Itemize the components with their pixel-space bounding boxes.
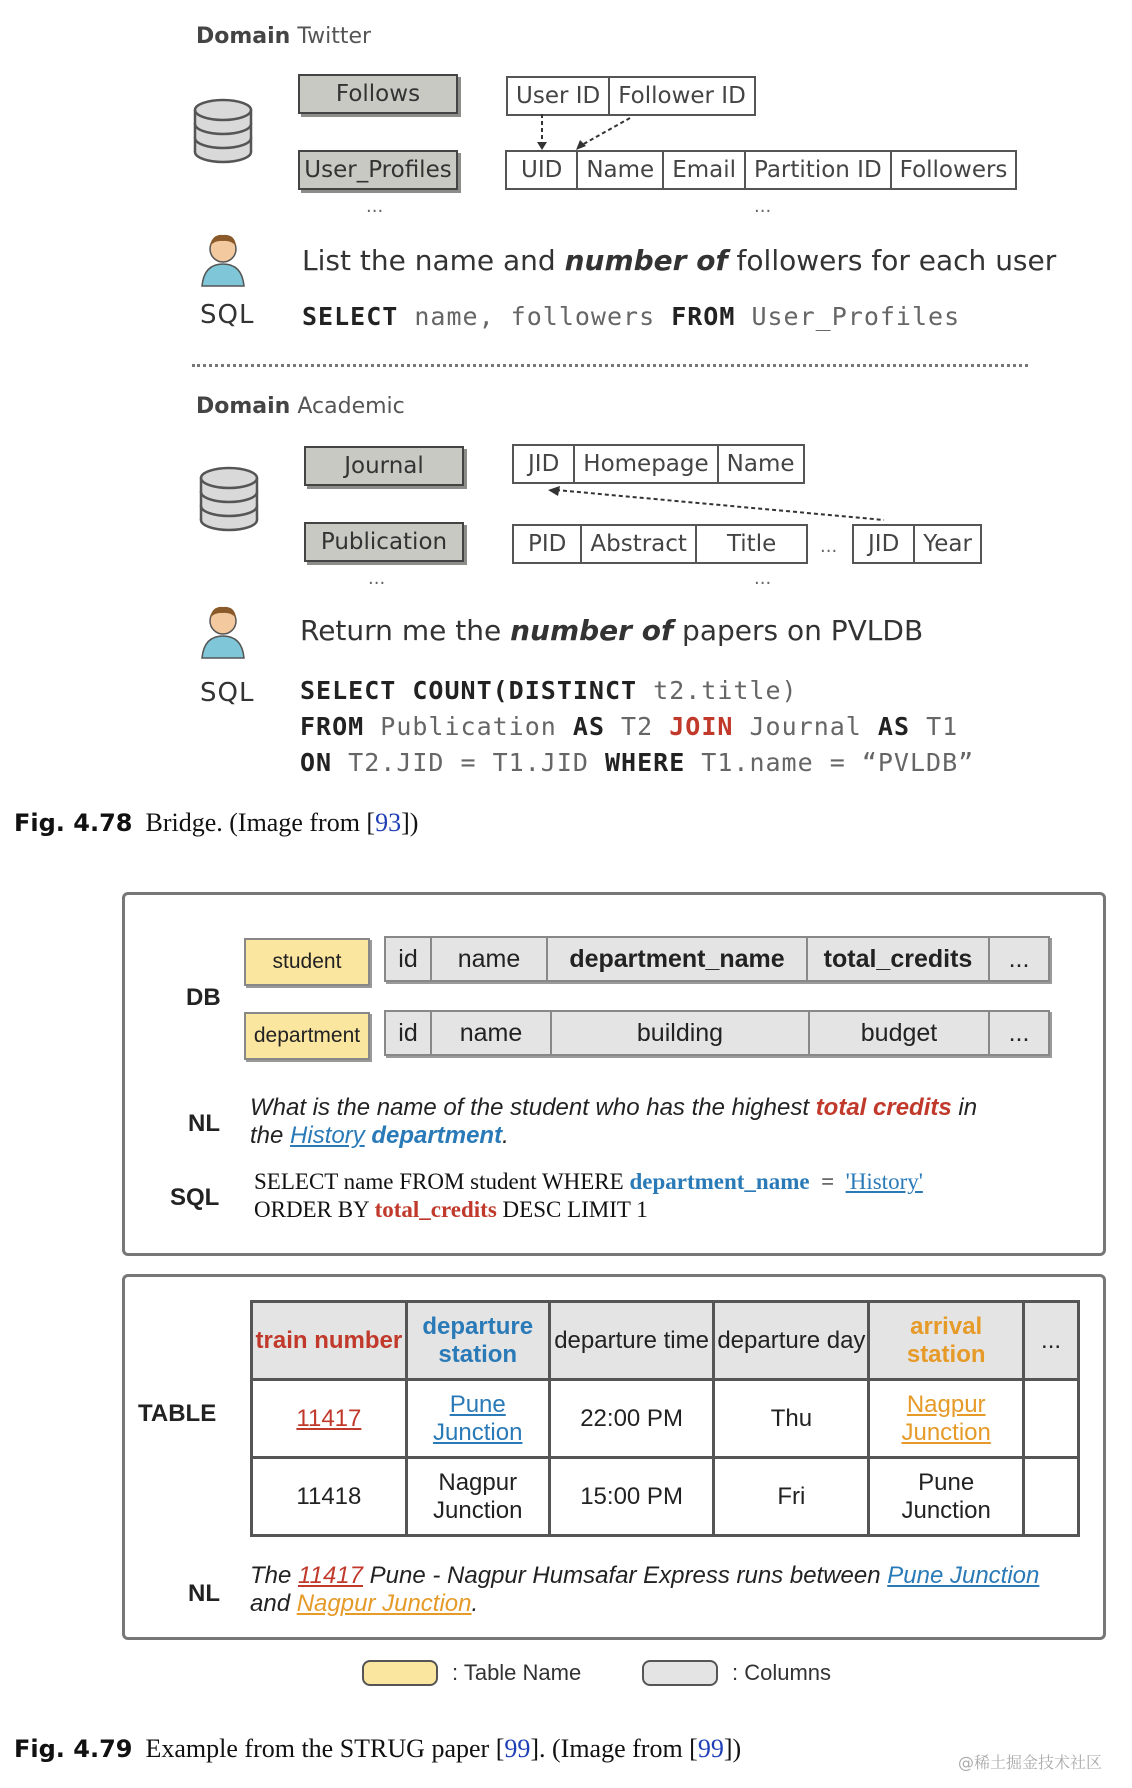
more-columns-dots: ...	[754, 568, 772, 589]
journal-columns	[512, 444, 805, 484]
figure-4-78-caption: Fig. 4.78 Bridge. (Image from [93])	[14, 808, 419, 837]
cell-train-number: 11417	[252, 1380, 407, 1458]
table-name-student: student	[244, 938, 370, 986]
cell-more	[1024, 1458, 1079, 1536]
cell-departure-time: 22:00 PM	[549, 1380, 714, 1458]
table-follows: Follows	[298, 74, 458, 114]
department-columns	[384, 1010, 1048, 1056]
user-avatar-icon	[198, 604, 248, 660]
database-icon	[196, 462, 262, 534]
cell-departure-day: Thu	[714, 1380, 869, 1458]
col-jid: JID	[514, 446, 575, 482]
nl-question: What is the name of the student who has the highest total credits in the History department.	[250, 1094, 978, 1149]
column-ellipsis: ...	[820, 536, 838, 557]
table-label: TABLE	[138, 1400, 217, 1427]
foreign-key-arrows	[530, 114, 640, 154]
cell-more	[1024, 1380, 1079, 1458]
follows-columns	[506, 76, 756, 116]
sql-query: SELECT name FROM student WHERE department_name = 'History' ORDER BY total_credits DESC LIMIT 1	[254, 1169, 923, 1222]
table-journal: Journal	[304, 446, 464, 486]
citation-link[interactable]: 99	[504, 1734, 531, 1763]
col-id: id	[384, 936, 432, 982]
publication-columns-extra	[852, 524, 982, 564]
nl-sentence: The 11417 Pune - Nagpur Humsafar Express runs between Pune Junction and Nagpur Junction.	[250, 1562, 1040, 1617]
table-user-profiles: User_Profiles	[298, 150, 458, 190]
col-user-id: User ID	[508, 78, 610, 114]
header-departure-time: departure time	[549, 1302, 714, 1380]
header-arrival-station: arrival station	[869, 1302, 1024, 1380]
col-follower-id: Follower ID	[618, 83, 746, 109]
user-avatar-icon	[198, 232, 248, 288]
col-more: ...	[988, 1010, 1050, 1056]
col-email: Email	[664, 152, 746, 188]
legend-columns: : Columns	[732, 1660, 832, 1685]
table-row	[252, 1458, 1079, 1536]
col-uid: UID	[507, 152, 578, 188]
sql-query-1: SELECT name, followers FROM User_Profiles	[302, 302, 961, 331]
cell-departure-station: Nagpur Junction	[406, 1458, 549, 1536]
header-more: ...	[1024, 1302, 1079, 1380]
col-partition-id: Partition ID	[746, 152, 892, 188]
sql-query-2-line2: FROM Publication AS T2 JOIN Journal AS T1	[300, 712, 959, 741]
citation-link[interactable]: 93	[375, 808, 402, 837]
figure-4-79-caption: Fig. 4.79 Example from the STRUG paper [99]. (Image from [99])	[14, 1734, 742, 1763]
nl-label: NL	[188, 1110, 220, 1137]
col-name: Name	[578, 152, 664, 188]
legend-swatch-columns	[642, 1660, 718, 1686]
col-title: Title	[726, 531, 777, 557]
db-label: DB	[186, 984, 221, 1011]
sql-query-2-line3: ON T2.JID = T1.JID WHERE T1.name = “PVLDB”	[300, 748, 975, 777]
domain-academic-label: Domain Academic	[196, 394, 405, 419]
publication-columns	[512, 524, 808, 564]
watermark: @稀土掘金技术社区	[958, 1753, 1103, 1772]
cell-departure-station: Pune Junction	[406, 1380, 549, 1458]
profile-columns	[505, 150, 1017, 190]
col-department-name: department_name	[546, 936, 808, 982]
col-name: Name	[726, 451, 795, 477]
citation-link[interactable]: 99	[697, 1734, 724, 1763]
sql-label-2: SQL	[200, 678, 255, 708]
col-total-credits: total_credits	[806, 936, 990, 982]
table-publication: Publication	[304, 522, 464, 562]
more-tables-dots: ...	[366, 196, 384, 217]
col-name: name	[430, 1010, 552, 1056]
legend-swatch-table-name	[362, 1660, 438, 1686]
col-id: id	[384, 1010, 432, 1056]
sql-query-2-line1: SELECT COUNT(DISTINCT t2.title)	[300, 676, 798, 705]
col-more: ...	[988, 936, 1050, 982]
nl-question-2: Return me the number of papers on PVLDB	[300, 614, 924, 647]
domain-twitter-label: Domain Twitter	[196, 24, 372, 49]
nl-question-1: List the name and number of followers for each user	[302, 244, 1057, 277]
col-year: Year	[923, 531, 972, 557]
col-homepage: Homepage	[575, 446, 718, 482]
cell-train-number: 11418	[252, 1458, 407, 1536]
table-row	[252, 1380, 1079, 1458]
sql-label-1: SQL	[200, 300, 255, 330]
student-columns	[384, 936, 1048, 982]
database-icon	[190, 94, 256, 166]
cell-arrival-station: Pune Junction	[869, 1458, 1024, 1536]
foreign-key-arrow	[544, 484, 894, 524]
cell-arrival-station: Nagpur Junction	[869, 1380, 1024, 1458]
header-departure-station: departure station	[406, 1302, 549, 1380]
nl-label-2: NL	[188, 1580, 220, 1607]
table-header-row	[252, 1302, 1079, 1380]
col-pid: PID	[514, 526, 582, 562]
table-name-department: department	[244, 1012, 370, 1060]
header-departure-day: departure day	[714, 1302, 869, 1380]
more-tables-dots: ...	[368, 568, 386, 589]
header-train-number: train number	[252, 1302, 407, 1380]
sql-label: SQL	[170, 1184, 220, 1211]
train-table	[250, 1300, 1080, 1537]
col-jid: JID	[854, 526, 915, 562]
domain-separator	[192, 364, 1028, 367]
col-building: building	[550, 1010, 810, 1056]
col-name: name	[430, 936, 548, 982]
cell-departure-time: 15:00 PM	[549, 1458, 714, 1536]
col-budget: budget	[808, 1010, 990, 1056]
more-columns-dots: ...	[754, 196, 772, 217]
cell-departure-day: Fri	[714, 1458, 869, 1536]
col-abstract: Abstract	[582, 526, 697, 562]
col-followers: Followers	[899, 157, 1008, 183]
legend-table-name: : Table Name	[452, 1660, 582, 1685]
